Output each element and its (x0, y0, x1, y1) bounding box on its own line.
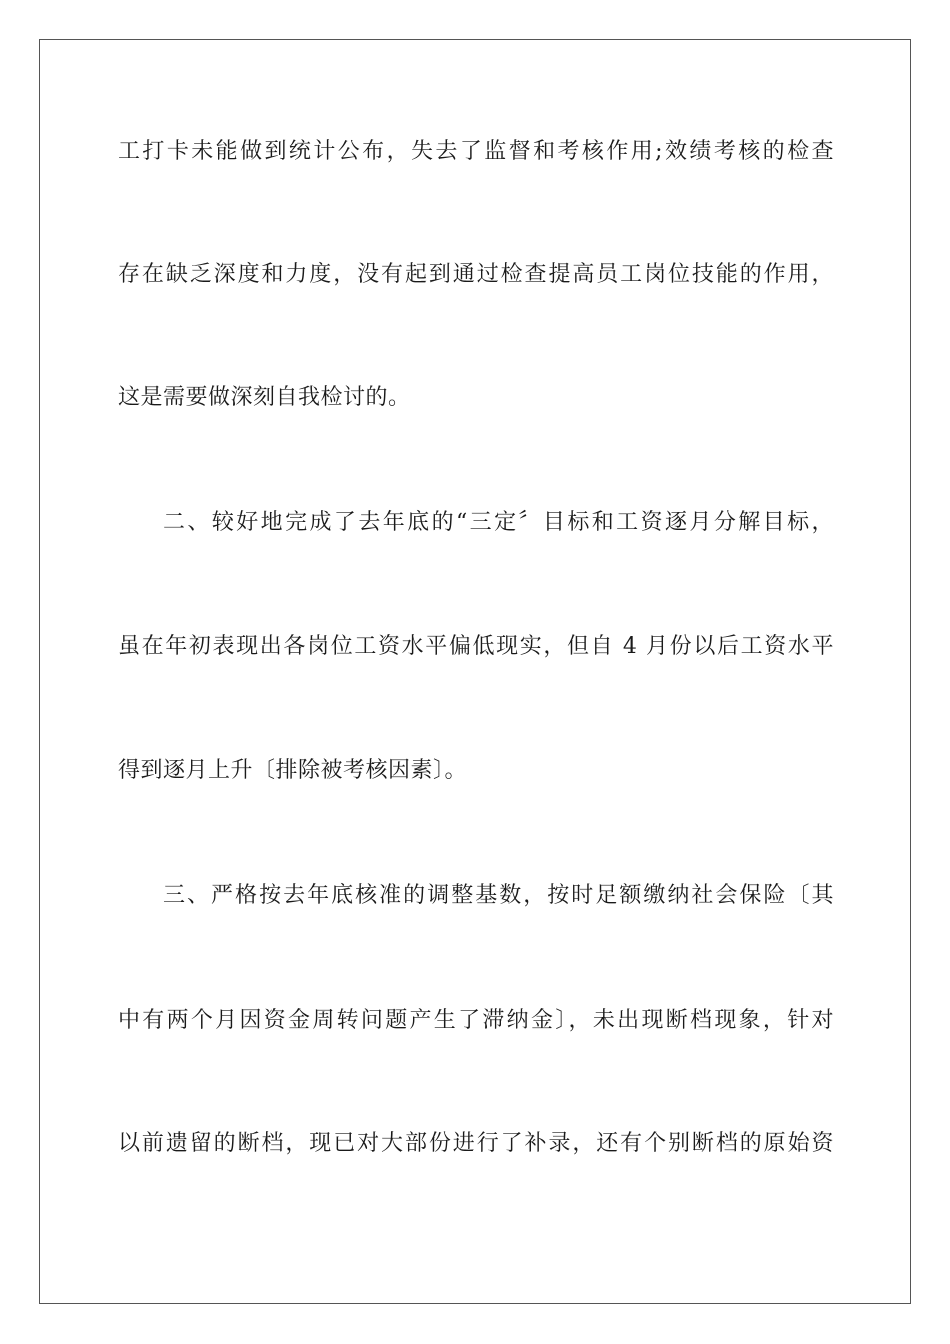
section-two-line-1: 二、较好地完成了去年底的“三定〞目标和工资逐月分解目标， (163, 510, 834, 535)
section-two-line-2: 虽在年初表现出各岗位工资水平偏低现实，但自 4 月份以后工资水平 (118, 634, 834, 659)
paragraph-line-2: 存在缺乏深度和力度，没有起到通过检查提高员工岗位技能的作用， (118, 262, 834, 287)
section-three-line-3: 以前遗留的断档，现已对大部份进行了补录，还有个别断档的原始资 (118, 1131, 834, 1156)
paragraph-line-1: 工打卡未能做到统计公布，失去了监督和考核作用;效绩考核的检查 (118, 139, 834, 164)
paragraph-line-3: 这是需要做深刻自我检讨的。 (118, 385, 411, 410)
page-border (39, 39, 911, 1304)
section-three-line-2: 中有两个月因资金周转问题产生了滞纳金〕，未出现断档现象，针对 (118, 1008, 834, 1033)
section-two-line-3: 得到逐月上升〔排除被考核因素〕。 (118, 758, 468, 783)
section-three-line-1: 三、严格按去年底核准的调整基数，按时足额缴纳社会保险〔其 (163, 883, 834, 908)
